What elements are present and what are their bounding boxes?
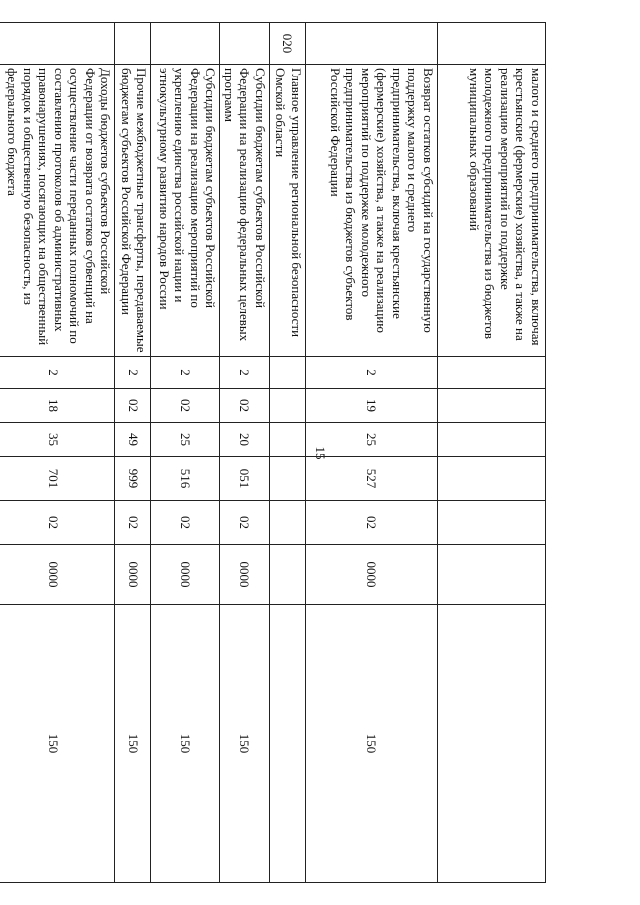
code-program-cell: 0000	[0, 545, 115, 605]
code-element-cell: 02	[115, 501, 151, 545]
table-body	[0, 23, 546, 883]
code-group-cell: 2	[0, 357, 115, 389]
code-subgroup-cell: 02	[151, 389, 220, 423]
admin-code-cell	[306, 23, 438, 65]
code-subgroup-cell: 18	[0, 389, 115, 423]
description-cell: Прочие межбюджетные трансферты, передаваемые бюджетам субъектов Российской Федерации	[115, 65, 151, 357]
code-program-cell: 0000	[115, 545, 151, 605]
admin-code-cell	[438, 23, 546, 65]
code-classification-cell: 150	[220, 605, 270, 883]
code-subgroup-cell: 02	[220, 389, 270, 423]
code-subgroup-cell	[438, 389, 546, 423]
admin-code-cell	[115, 23, 151, 65]
code-element-cell	[270, 501, 306, 545]
table-row	[306, 23, 438, 883]
table-row	[438, 23, 546, 883]
code-subarticle-cell	[270, 457, 306, 501]
code-program-cell: 0000	[151, 545, 220, 605]
code-subgroup-cell	[270, 389, 306, 423]
rotated-table-frame	[5, 22, 546, 882]
description-cell: малого и среднего предпринимательства, включая крестьянские (фермерские) хозяйства, а также на реализацию мероприятий по поддержке молодежного предпринимательства из бюджетов муниципальных образований	[438, 65, 546, 357]
code-subarticle-cell: 516	[151, 457, 220, 501]
description-cell: Субсидии бюджетам субъектов Российской Федерации на реализацию мероприятий по укреплению единства российской нации и этнокультурному развитию народов России	[151, 65, 220, 357]
code-classification-cell: 150	[306, 605, 438, 883]
code-subarticle-cell: 999	[115, 457, 151, 501]
code-article-cell: 49	[115, 423, 151, 457]
code-article-cell: 25	[151, 423, 220, 457]
code-element-cell: 02	[220, 501, 270, 545]
code-group-cell: 2	[220, 357, 270, 389]
code-subarticle-cell: 051	[220, 457, 270, 501]
table-row	[151, 23, 220, 883]
code-group-cell: 2	[306, 357, 438, 389]
code-program-cell: 0000	[306, 545, 438, 605]
code-classification-cell	[438, 605, 546, 883]
code-group-cell	[438, 357, 546, 389]
code-classification-cell: 150	[115, 605, 151, 883]
description-cell: Субсидии бюджетам субъектов Российской Федерации на реализацию федеральных целевых программ	[220, 65, 270, 357]
code-group-cell: 2	[151, 357, 220, 389]
code-element-cell: 02	[306, 501, 438, 545]
code-element-cell	[438, 501, 546, 545]
code-article-cell: 35	[0, 423, 115, 457]
admin-code-cell	[0, 23, 115, 65]
code-program-cell: 0000	[220, 545, 270, 605]
table-row	[115, 23, 151, 883]
code-article-cell	[270, 423, 306, 457]
code-classification-cell: 150	[0, 605, 115, 883]
code-article-cell	[438, 423, 546, 457]
table-row	[0, 23, 115, 883]
code-subgroup-cell: 02	[115, 389, 151, 423]
code-group-cell: 2	[115, 357, 151, 389]
code-subarticle-cell: 701	[0, 457, 115, 501]
code-group-cell	[270, 357, 306, 389]
code-subarticle-cell: 527	[306, 457, 438, 501]
code-program-cell	[270, 545, 306, 605]
description-cell: Доходы бюджетов субъектов Российской Федерации от возврата остатков субвенций на осуществление части переданных полномочий по составлению протоколов об административных правонарушениях, посягающих на общественный порядок и общественную безопасность, из федерального бюджета	[0, 65, 115, 357]
description-cell: Главное управление региональной безопасности Омской области	[270, 65, 306, 357]
code-classification-cell	[270, 605, 306, 883]
code-program-cell	[438, 545, 546, 605]
code-classification-cell: 150	[151, 605, 220, 883]
page-number: 15	[313, 446, 328, 460]
admin-code-cell	[151, 23, 220, 65]
table-row	[270, 23, 306, 883]
code-element-cell: 02	[151, 501, 220, 545]
admin-code-cell: 020	[270, 23, 306, 65]
description-cell: Возврат остатков субсидий на государственную поддержку малого и среднего предпринимательства, включая крестьянские (фермерские) хозяйства, а также на реализацию мероприятий по поддержке молодежного предпринимательства из бюджетов субъектов Российской Федерации	[306, 65, 438, 357]
code-article-cell: 20	[220, 423, 270, 457]
code-element-cell: 02	[0, 501, 115, 545]
budget-classification-table	[0, 22, 546, 883]
table-row	[220, 23, 270, 883]
code-article-cell: 25	[306, 423, 438, 457]
admin-code-cell	[220, 23, 270, 65]
code-subarticle-cell	[438, 457, 546, 501]
code-subgroup-cell: 19	[306, 389, 438, 423]
